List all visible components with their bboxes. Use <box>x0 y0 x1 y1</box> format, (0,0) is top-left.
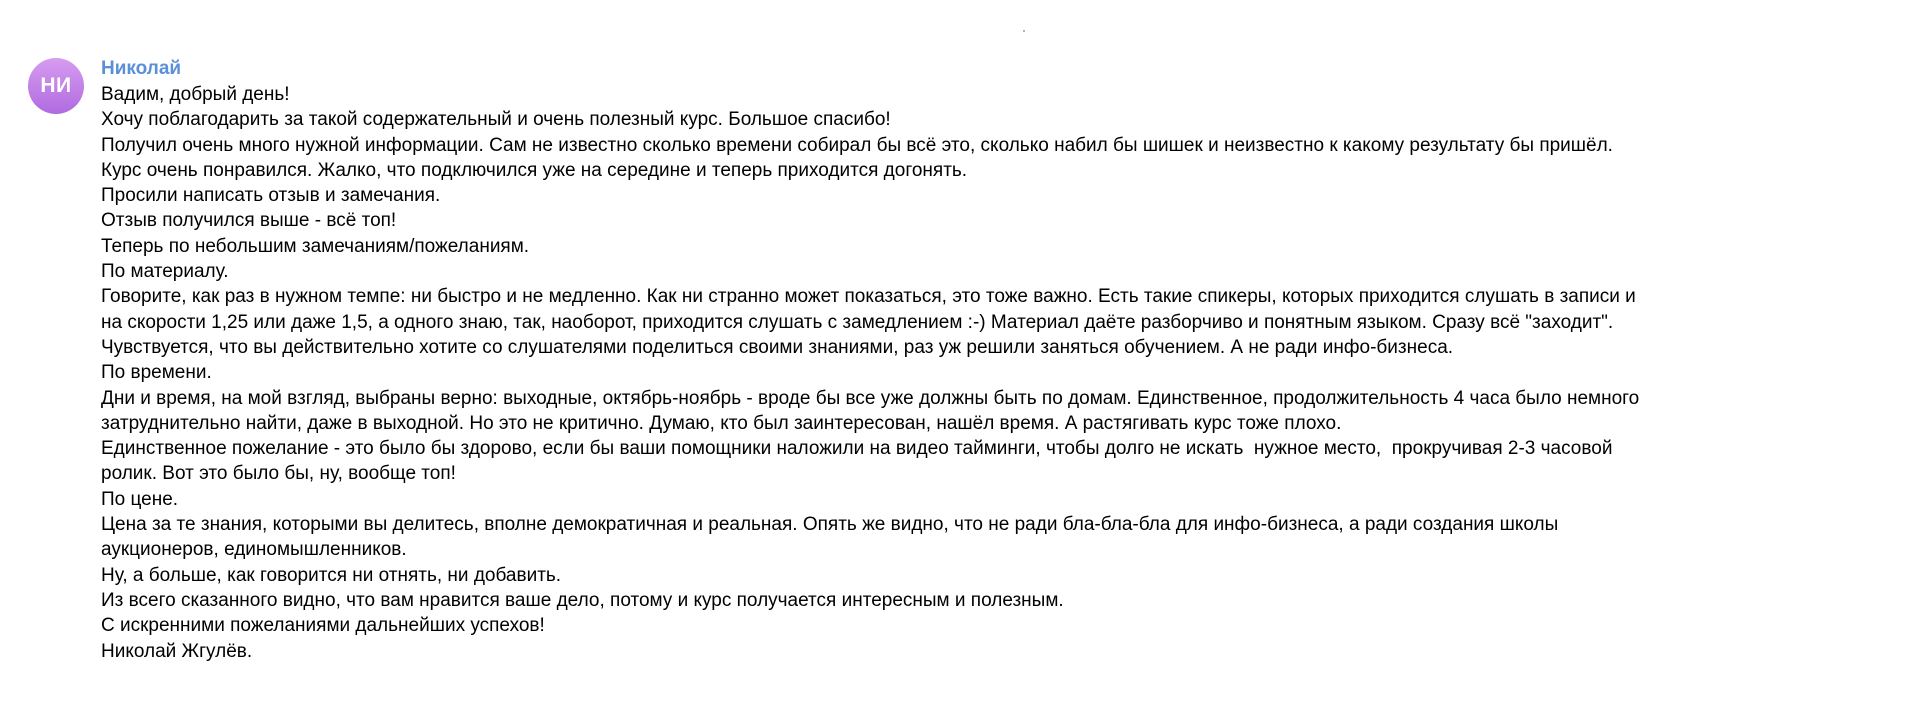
message-line: Отзыв получился выше - всё топ! <box>101 210 397 232</box>
scroll-indicator-dot <box>1023 30 1025 32</box>
message-line: По времени. <box>101 362 212 384</box>
sender-name[interactable]: Николай <box>101 58 182 79</box>
message-line: С искренними пожеланиями дальнейших успехов! <box>101 615 545 637</box>
message-line: аукционеров, единомышленников. <box>101 539 407 561</box>
message-line: Хочу поблагодарить за такой содержательный и очень полезный курс. Большое спасибо! <box>101 109 891 131</box>
message-line: на скорости 1,25 или даже 1,5, а одного знаю, так, наоборот, приходится слушать с замедлением :-) Материал даёте разборчиво и понятным языком. Сразу всё "заходит". <box>101 311 1614 333</box>
chat-message <box>28 58 1901 664</box>
message-line: Ну, а больше, как говорится ни отнять, ни добавить. <box>101 564 562 586</box>
message-line: Курс очень понравился. Жалко, что подключился уже на середине и теперь приходится догонять. <box>101 159 968 181</box>
message-line: Говорите, как раз в нужном темпе: ни быстро и не медленно. Как ни странно может показаться, это тоже важно. Есть такие спикеры, которых приходится слушать в записи и <box>101 286 1636 308</box>
message-line: Из всего сказанного видно, что вам нравится ваше дело, потому и курс получается интересным и полезным. <box>101 589 1064 611</box>
message-line: Единственное пожелание - это было бы здорово, если бы ваши помощники наложили на видео тайминги, чтобы долго не искать нужное место, прокручивая 2-3 часовой <box>101 438 1613 460</box>
message-line: Цена за те знания, которыми вы делитесь, вполне демократичная и реальная. Опять же видно, что не ради бла-бла-бла для инфо-бизнеса, а ради создания школы <box>101 514 1559 536</box>
message-body <box>101 82 1901 664</box>
message-line: По цене. <box>101 488 179 510</box>
message-line: Теперь по небольшим замечаниям/пожеланиям. <box>101 235 530 257</box>
message-line: По материалу. <box>101 261 229 283</box>
message-line: Просили написать отзыв и замечания. <box>101 185 441 207</box>
message-content <box>101 58 1901 664</box>
message-line: Чувствуется, что вы действительно хотите со слушателями поделиться своими знаниями, раз уж решили заняться обучением. А не ради инфо-бизнеса. <box>101 336 1454 358</box>
message-line: ролик. Вот это было бы, ну, вообще топ! <box>101 463 456 485</box>
message-line: Николай Жгулёв. <box>101 640 253 662</box>
message-line: Получил очень много нужной информации. Сам не известно сколько времени собирал бы всё это, сколько набил бы шишек и неизвестно к какому результату бы пришёл. <box>101 134 1613 156</box>
message-line: затруднительно найти, даже в выходной. Но это не критично. Думаю, кто был заинтересован, нашёл время. А растягивать курс тоже плохо. <box>101 412 1342 434</box>
avatar[interactable]: НИ <box>28 58 84 114</box>
message-line: Дни и время, на мой взгляд, выбраны верно: выходные, октябрь-ноябрь - вроде бы все уже должны быть по домам. Единственное, продолжительность 4 часа было немного <box>101 387 1640 409</box>
message-line: Вадим, добрый день! <box>101 84 290 105</box>
